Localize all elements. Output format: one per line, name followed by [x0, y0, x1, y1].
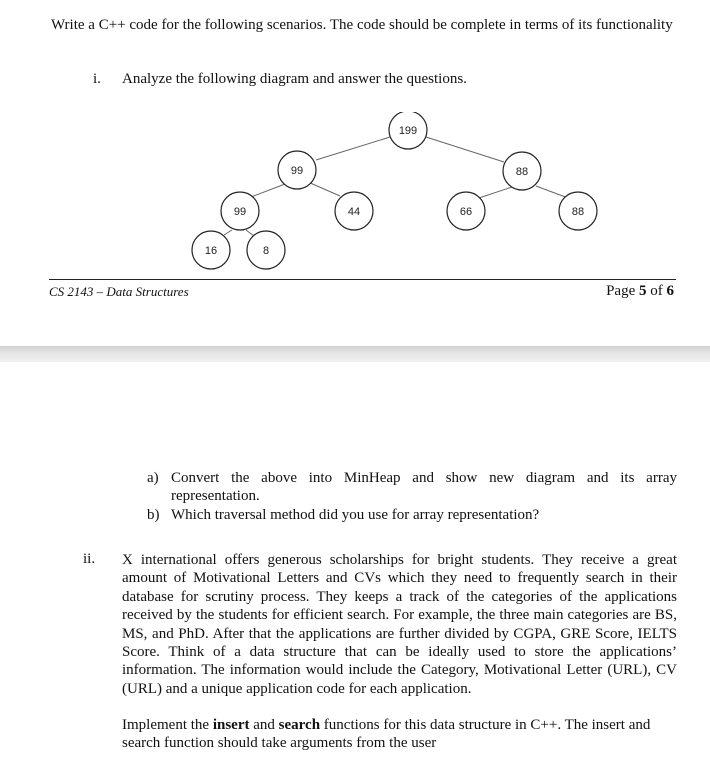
binary-tree-diagram — [0, 112, 710, 277]
tree-edge — [536, 186, 568, 198]
question-1-text: Analyze the following diagram and answer the questions. — [122, 71, 467, 87]
question-2-number: ii. — [83, 551, 96, 567]
tree-edge — [224, 230, 232, 235]
question-2-text: X international offers generous scholarships for bright students. They receive a great amount of Motivational Letters and CVs which they need to frequently search in their database for scrutiny process. They keeps a track of the categories of the applications received by the students for efficient search. For example, the three main categories are BS, MS, and PhD. After that the applications are further divided by CGPA, GRE Score, IELTS Score. Think of a data structure that can be ideally used to store the applications’ information. The information would include the Category, Motivational Letter (URL), CV (URL) and a unique application code for each application. — [122, 552, 677, 697]
tree-edge — [246, 230, 254, 236]
tree-node — [447, 192, 485, 230]
tree-node — [389, 112, 427, 149]
tree-node — [247, 231, 285, 269]
page-break — [0, 346, 710, 362]
footer-course: CS 2143 – Data Structures — [49, 284, 189, 299]
tree-node — [278, 151, 316, 189]
footer-page-number: Page 5 of 6 — [606, 283, 674, 299]
subquestion-text: Convert the above into MinHeap and show new diagram and its array representation. — [171, 470, 677, 504]
keyword-search: search — [278, 717, 321, 733]
subquestion-label: b) — [147, 507, 160, 523]
tree-node — [335, 192, 373, 230]
footer-divider — [49, 279, 676, 280]
question-1-number: i. — [93, 71, 101, 87]
tree-node-label: 99 — [233, 206, 247, 218]
tree-node-label: 88 — [571, 206, 585, 218]
tree-node-label: 88 — [515, 166, 529, 178]
tree-node-label: 16 — [204, 245, 218, 257]
tree-node-label: 66 — [459, 206, 473, 218]
subquestion-text: Which traversal method did you use for array representation? — [171, 507, 540, 523]
tree-edge — [251, 184, 285, 197]
keyword-insert: insert — [212, 717, 250, 733]
tree-edge — [308, 182, 340, 196]
tree-node — [192, 231, 230, 269]
tree-edge — [476, 187, 512, 199]
tree-edge — [426, 137, 504, 162]
tree-node — [559, 192, 597, 230]
tree-node-label: 8 — [262, 245, 270, 257]
subquestion-a — [147, 469, 677, 505]
subquestion-label: a) — [147, 470, 159, 486]
tree-node-label: 99 — [290, 165, 304, 177]
tree-edge — [316, 137, 390, 160]
intro-text: Write a C++ code for the following scenarios. The code should be complete in terms of its functionality — [51, 17, 673, 33]
implementation-instruction: Implement the insert and search functions for this data structure in C++. The insert and search function should take arguments from the user — [122, 717, 651, 751]
tree-node — [503, 152, 541, 190]
tree-node-label: 44 — [347, 206, 361, 218]
subquestion-b — [147, 506, 677, 524]
tree-node — [221, 192, 259, 230]
tree-node-label: 199 — [398, 125, 418, 137]
